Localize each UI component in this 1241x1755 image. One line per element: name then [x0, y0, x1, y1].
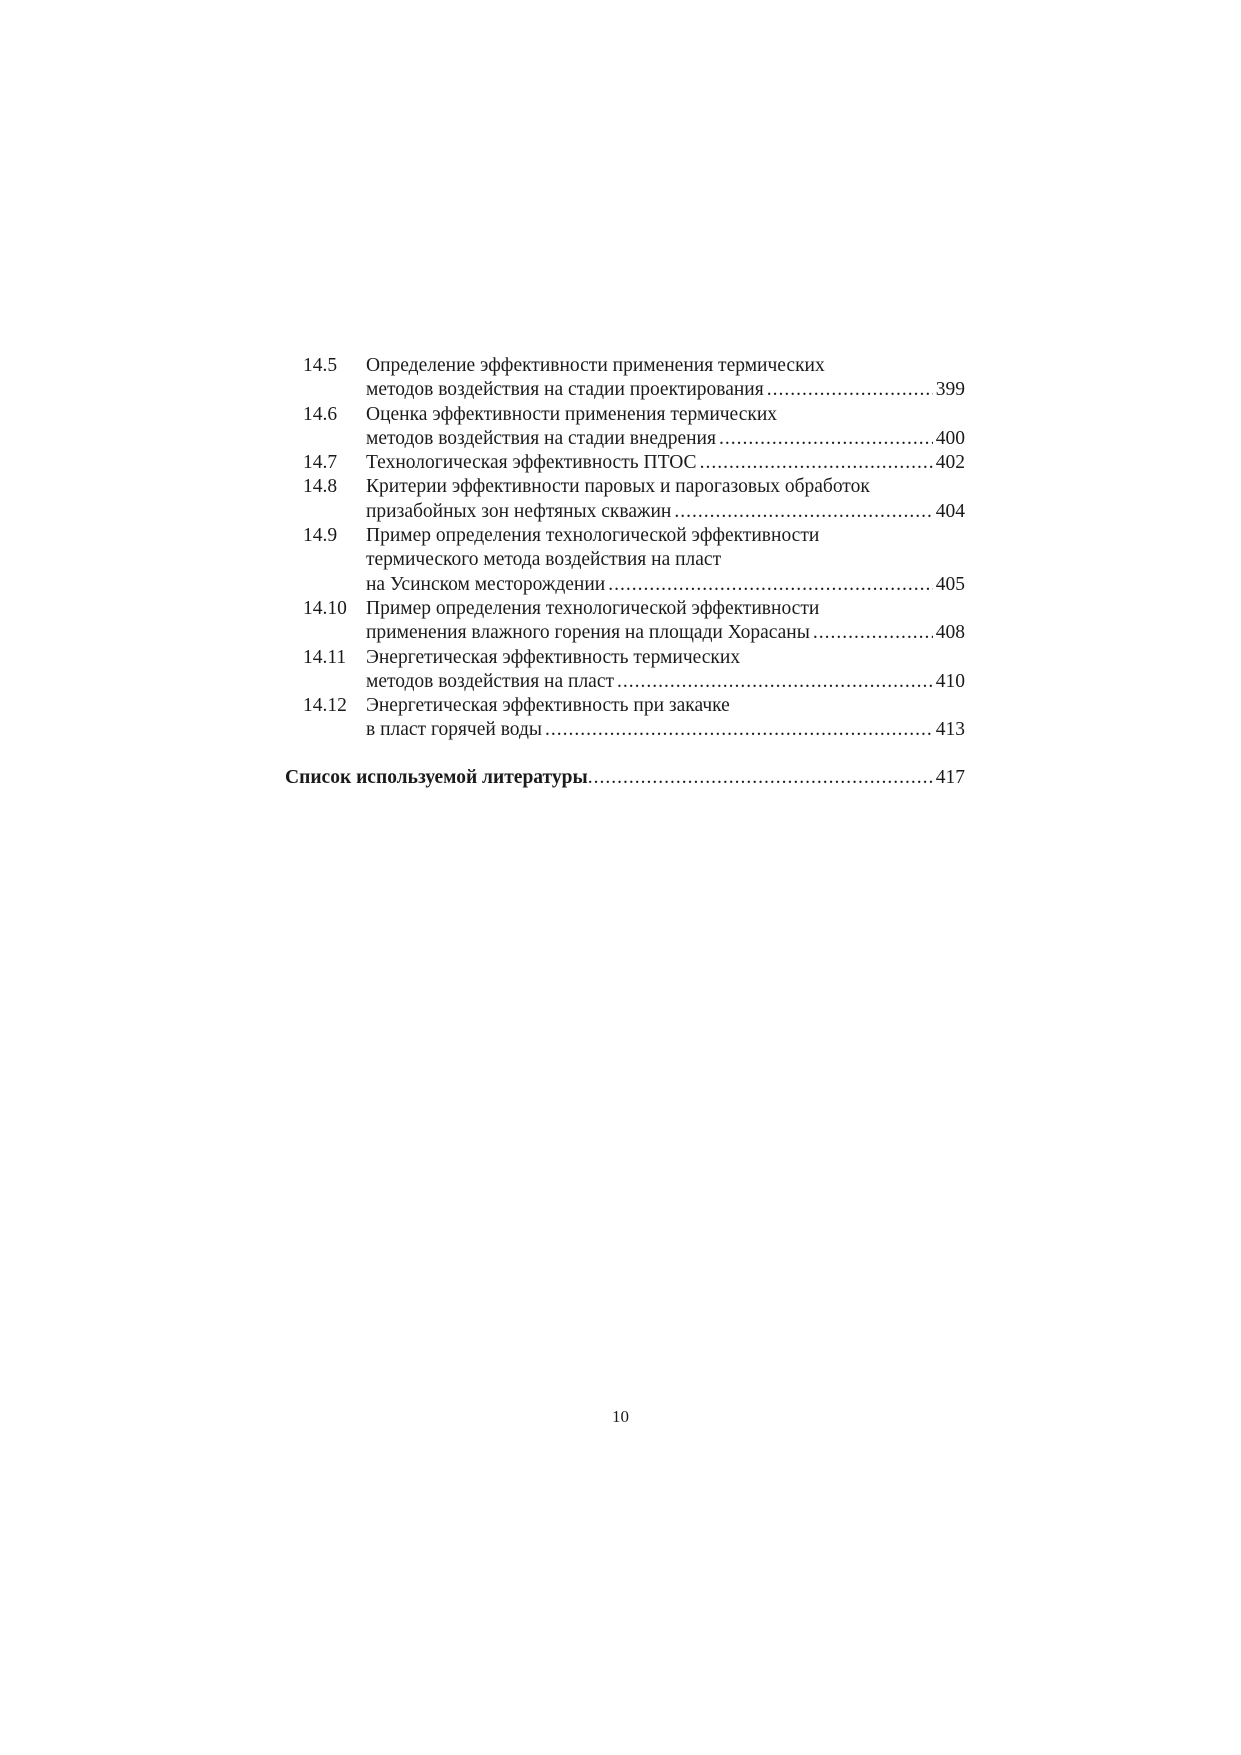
- toc-entry-14-8[interactable]: [303, 475, 965, 524]
- entry-last-line: [366, 718, 965, 742]
- toc-entry-14-6[interactable]: [303, 403, 965, 452]
- entry-line: термического метода воздействия на пласт: [366, 549, 722, 571]
- section-number: 14.11: [303, 646, 347, 668]
- dot-leader: [588, 766, 933, 790]
- entry-line: Энергетическая эффективность термических: [366, 646, 741, 668]
- page-ref: 410: [935, 670, 965, 692]
- entry-text: на Усинском месторождении: [366, 573, 606, 595]
- toc-entry-literature[interactable]: [285, 766, 965, 790]
- section-number: 14.6: [303, 403, 338, 425]
- dot-leader: [617, 670, 933, 694]
- table-of-contents: [303, 354, 965, 743]
- entry-last-line: [366, 378, 965, 402]
- entry-line: Пример определения технологической эффективности: [366, 525, 820, 547]
- dot-leader: [674, 500, 932, 524]
- entry-last-line: [366, 427, 965, 451]
- entry-line: Энергетическая эффективность при закачке: [366, 695, 730, 717]
- page-number: 10: [612, 1407, 629, 1426]
- entry-last-line: [366, 621, 965, 645]
- section-number: 14.7: [303, 452, 338, 474]
- toc-entry-14-11[interactable]: [303, 646, 965, 695]
- entry-body: [366, 354, 965, 403]
- section-number: 14.8: [303, 476, 338, 498]
- page-ref: 405: [935, 573, 965, 595]
- entry-last-line: [366, 500, 965, 524]
- entry-body: [366, 524, 965, 597]
- dot-leader: [545, 718, 933, 742]
- entry-text: призабойных зон нефтяных скважин: [366, 500, 672, 522]
- section-number: 14.5: [303, 355, 338, 376]
- page-ref: 413: [935, 719, 965, 741]
- section-number: 14.9: [303, 525, 338, 547]
- dot-leader: [813, 621, 933, 645]
- section-number: 14.12: [303, 695, 347, 717]
- entry-line: Оценка эффективности применения термических: [366, 403, 778, 425]
- entry-text: методов воздействия на стадии внедрения: [366, 427, 716, 449]
- page-ref: 417: [935, 767, 965, 788]
- entry-line: Критерии эффективности паровых и парогазовых обработок: [366, 476, 870, 498]
- entry-line: Определение эффективности применения термических: [366, 355, 825, 376]
- entry-body: [366, 475, 965, 524]
- entry-text: Технологическая эффективность ПТОС: [366, 452, 697, 474]
- entry-body: [366, 403, 965, 452]
- dot-leader: [700, 451, 933, 475]
- entry-body: [366, 451, 965, 475]
- page-ref: 404: [935, 500, 965, 522]
- literature-title: Список используемой литературы: [285, 767, 588, 788]
- entry-body: [366, 646, 965, 695]
- toc-entry-14-12[interactable]: [303, 694, 965, 743]
- toc-entry-14-10[interactable]: [303, 597, 965, 646]
- entry-last-line: [366, 451, 965, 475]
- section-number: 14.10: [303, 597, 347, 619]
- toc-entry-14-7[interactable]: [303, 451, 965, 475]
- toc-entry-14-9[interactable]: [303, 524, 965, 597]
- page-ref: 399: [935, 379, 965, 401]
- dot-leader: [767, 378, 933, 402]
- entry-text: в пласт горячей воды: [366, 719, 542, 741]
- page-ref: 408: [935, 622, 965, 644]
- dot-leader: [608, 573, 933, 597]
- entry-last-line: [366, 573, 965, 597]
- page-ref: 402: [935, 452, 965, 474]
- entry-line: Пример определения технологической эффективности: [366, 597, 820, 619]
- toc-entry-14-5[interactable]: [303, 354, 965, 403]
- entry-last-line: [366, 670, 965, 694]
- page-ref: 400: [935, 427, 965, 449]
- entry-text: методов воздействия на стадии проектирования: [366, 379, 764, 401]
- entry-text: методов воздействия на пласт: [366, 670, 615, 692]
- entry-body: [366, 694, 965, 743]
- entry-body: [366, 597, 965, 646]
- entry-text: применения влажного горения на площади Хорасаны: [366, 622, 810, 644]
- dot-leader: [719, 427, 933, 451]
